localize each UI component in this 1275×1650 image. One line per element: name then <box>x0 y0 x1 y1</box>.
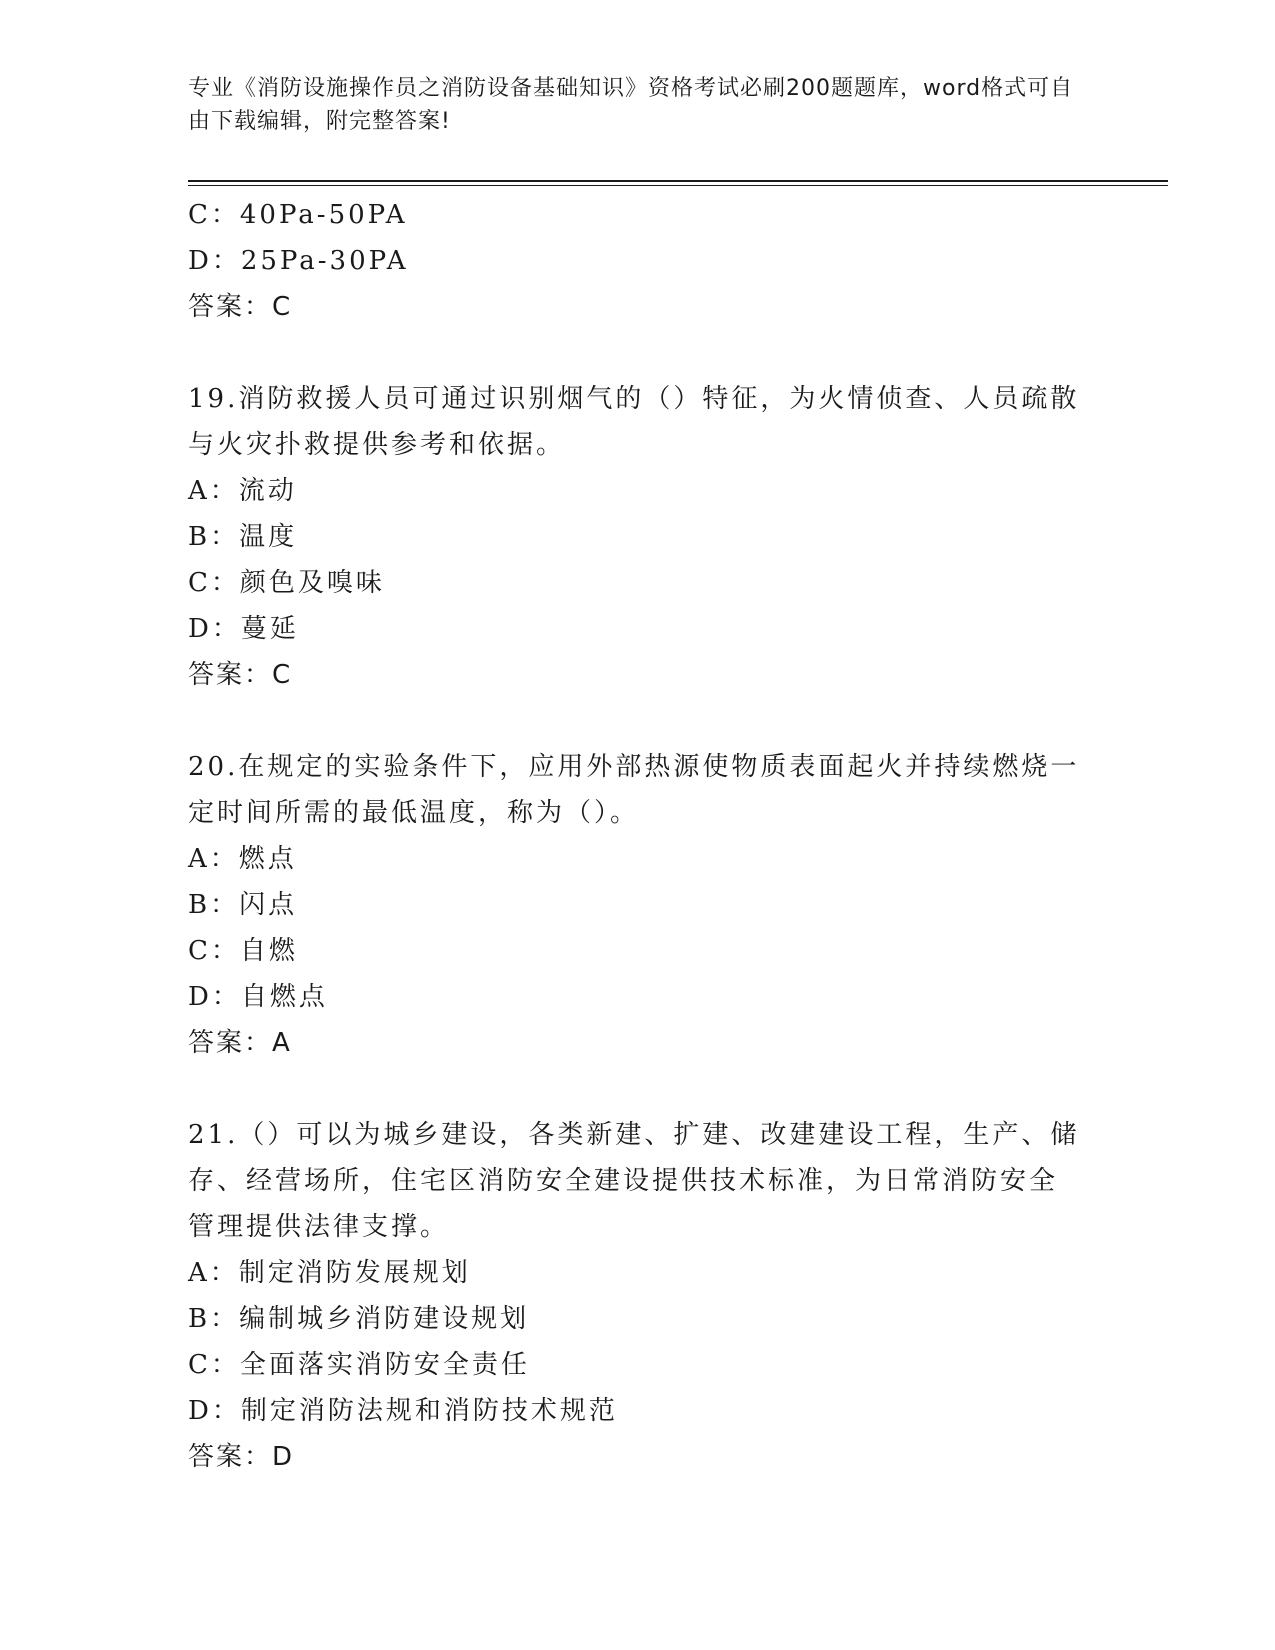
spacer <box>188 698 1088 744</box>
option-c: C：全面落实消防安全责任 <box>188 1350 530 1380</box>
option-b: B：编制城乡消防建设规划 <box>188 1304 530 1334</box>
option-b: B：闪点 <box>188 890 298 920</box>
option-d: D：自燃点 <box>188 982 328 1012</box>
question-stem-line: 存、经营场所，住宅区消防安全建设提供技术标准，为日常消防安全 <box>188 1166 1059 1196</box>
question-stem-line: 定时间所需的最低温度，称为（）。 <box>188 798 640 828</box>
question-stem-line: 19.消防救援人员可通过识别烟气的（）特征，为火情侦查、人员疏散 <box>188 384 1080 414</box>
option-b: B：温度 <box>188 522 298 552</box>
option-a: A：流动 <box>188 476 297 506</box>
question-stem-line: 21.（）可以为城乡建设，各类新建、扩建、改建建设工程，生产、储 <box>188 1120 1080 1150</box>
header-title: 专业《消防设施操作员之消防设备基础知识》资格考试必刷200题题库，word格式可自由下载编辑，附完整答案! <box>188 76 1074 134</box>
option-c: C：自燃 <box>188 936 298 966</box>
option-d: D：制定消防法规和消防技术规范 <box>188 1396 618 1426</box>
option-c: C：40Pa-50PA <box>188 200 408 230</box>
question-stem-line: 管理提供法律支撑。 <box>188 1212 450 1242</box>
option-c: C：颜色及嗅味 <box>188 568 385 598</box>
question-content <box>188 192 1088 1480</box>
option-d: D：25Pa-30PA <box>188 246 409 276</box>
answer-line: 答案：D <box>188 1442 295 1472</box>
document-header <box>188 72 1078 138</box>
question-19 <box>188 376 1088 698</box>
option-d: D：蔓延 <box>188 614 299 644</box>
header-divider-thick <box>188 180 1168 182</box>
question-21 <box>188 1112 1088 1480</box>
answer-line: 答案：A <box>188 1028 292 1058</box>
question-20 <box>188 744 1088 1066</box>
spacer <box>188 330 1088 376</box>
option-a: A：燃点 <box>188 844 297 874</box>
previous-question-tail <box>188 192 1088 330</box>
header-divider-thin <box>188 185 1168 186</box>
option-a: A：制定消防发展规划 <box>188 1258 471 1288</box>
question-stem-line: 与火灾扑救提供参考和依据。 <box>188 430 566 460</box>
answer-line: 答案：C <box>188 660 293 690</box>
answer-line: 答案：C <box>188 292 293 322</box>
question-stem-line: 20.在规定的实验条件下，应用外部热源使物质表面起火并持续燃烧一 <box>188 752 1080 782</box>
spacer <box>188 1066 1088 1112</box>
